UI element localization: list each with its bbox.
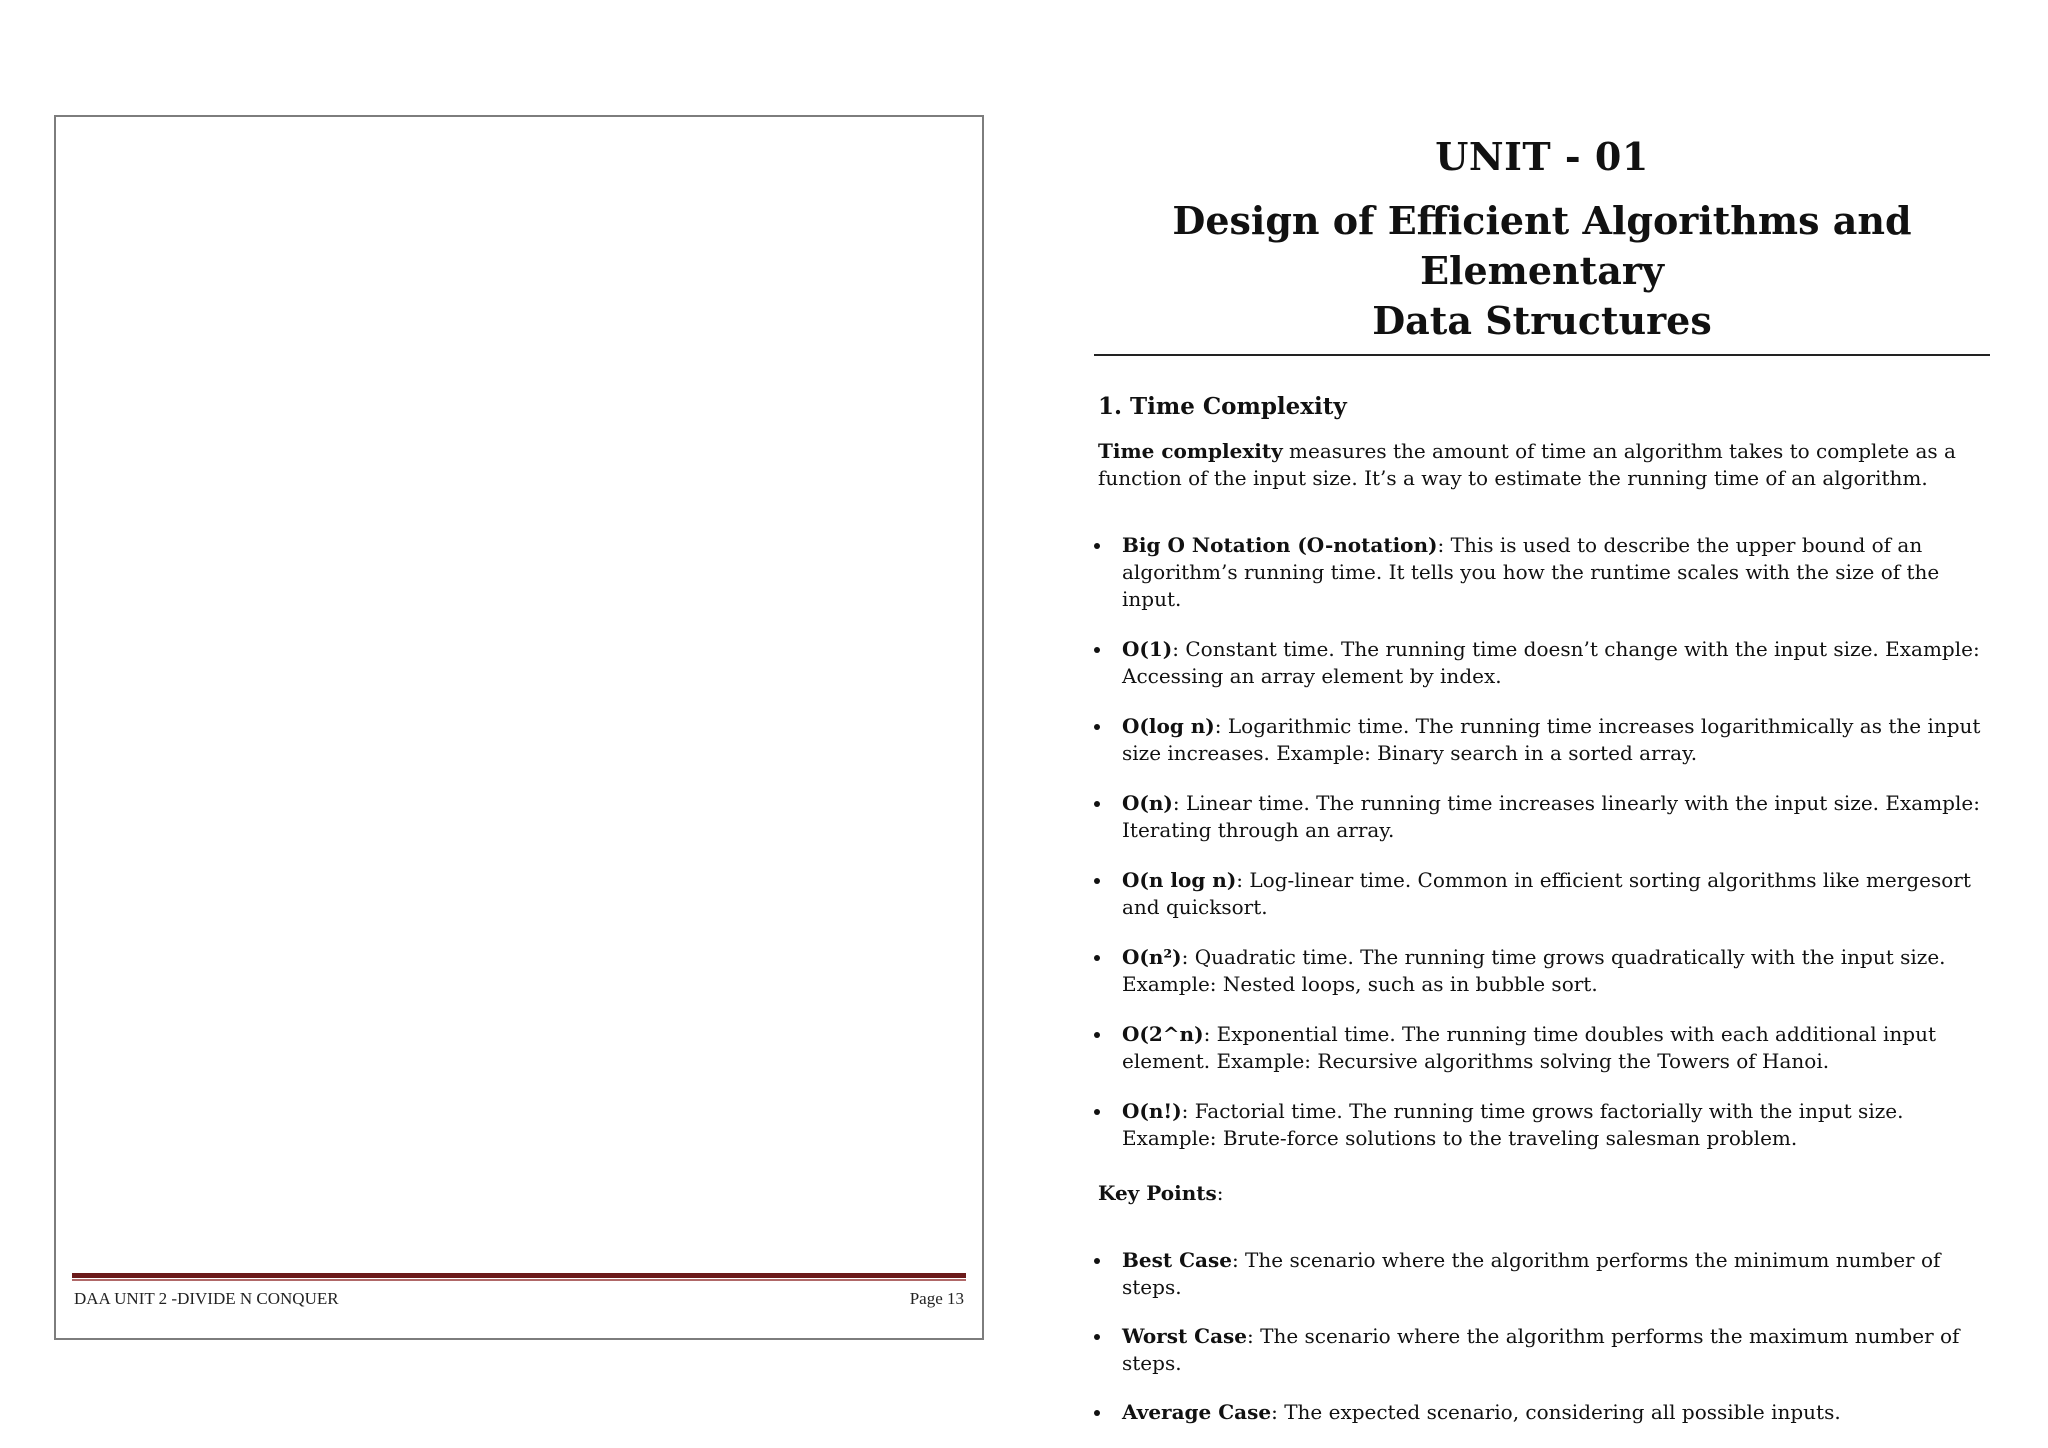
bullet-text: : Linear time. The running time increases linearly with the input size. Example: Iterating through an array.	[1122, 791, 1980, 842]
bullet-text: : Constant time. The running time doesn’t change with the input size. Example: Accessing an array element by index.	[1122, 637, 1980, 688]
bullet-term: O(n log n)	[1122, 868, 1237, 892]
unit-heading: UNIT - 01	[1435, 134, 1649, 179]
list-item	[1094, 944, 1990, 998]
bullet-dot-icon	[1094, 647, 1100, 653]
bullet-text: : The expected scenario, considering all possible inputs.	[1271, 1400, 1841, 1424]
bullet-term: Average Case	[1122, 1400, 1272, 1424]
bullet-text: : The scenario where the algorithm performs the minimum number of steps.	[1122, 1248, 1941, 1299]
bullet-dot-icon	[1094, 1032, 1100, 1038]
list-item	[1094, 1021, 1990, 1075]
bullet-dot-icon	[1094, 1109, 1100, 1115]
bullet-term: O(log n)	[1122, 714, 1215, 738]
right-page	[1094, 120, 1990, 1448]
bullet-dot-icon	[1094, 955, 1100, 961]
title-line-2: Data Structures	[1372, 298, 1712, 343]
key-points-colon: :	[1216, 1181, 1224, 1205]
page-number: Page 13	[909, 1289, 964, 1308]
list-item	[1094, 532, 1990, 613]
cases-list	[1094, 1247, 1990, 1426]
title-line-1: Design of Efficient Algorithms and Elementary	[1172, 198, 1912, 293]
intro-term: Time complexity	[1098, 439, 1283, 463]
key-points-term: Key Points	[1098, 1181, 1217, 1205]
footer-rule	[72, 1273, 966, 1282]
list-item	[1094, 713, 1990, 767]
bullet-term: O(2^n)	[1122, 1022, 1204, 1046]
bullet-text: : Log-linear time. Common in efficient sorting algorithms like mergesort and quicksort.	[1122, 868, 1971, 919]
bullet-term: Big O Notation (O-notation)	[1122, 533, 1438, 557]
bullet-text: : The scenario where the algorithm performs the maximum number of steps.	[1122, 1324, 1960, 1375]
bullet-dot-icon	[1094, 878, 1100, 884]
footer-title: DAA UNIT 2 -DIVIDE N CONQUER	[74, 1289, 339, 1308]
list-item	[1094, 867, 1990, 921]
list-item	[1094, 1323, 1990, 1377]
bullet-dot-icon	[1094, 1334, 1100, 1340]
bullet-text: : Exponential time. The running time doubles with each additional input element. Example: Recursive algorithms solving the Towers of Hanoi.	[1122, 1022, 1937, 1073]
bullet-dot-icon	[1094, 543, 1100, 549]
title-divider	[1094, 354, 1990, 356]
complexity-list	[1094, 532, 1990, 1152]
key-points-label	[1098, 1180, 1990, 1207]
document-title	[1094, 196, 1990, 346]
bullet-dot-icon	[1094, 724, 1100, 730]
bullet-term: O(n)	[1122, 791, 1173, 815]
bullet-term: Worst Case	[1122, 1324, 1248, 1348]
list-item	[1094, 636, 1990, 690]
list-item	[1094, 1247, 1990, 1301]
bullet-text: : Quadratic time. The running time grows quadratically with the input size. Example: Nested loops, such as in bubble sort.	[1122, 945, 1946, 996]
bullet-dot-icon	[1094, 1410, 1100, 1416]
bullet-text: : Logarithmic time. The running time increases logarithmically as the input size increases. Example: Binary search in a sorted array.	[1122, 714, 1981, 765]
bullet-dot-icon	[1094, 801, 1100, 807]
bullet-text: : This is used to describe the upper bound of an algorithm’s running time. It tells you how the runtime scales with the size of the input.	[1122, 533, 1940, 611]
bullet-term: O(n!)	[1122, 1099, 1182, 1123]
list-item	[1094, 1399, 1990, 1426]
bullet-term: O(1)	[1122, 637, 1173, 661]
bullet-term: Best Case	[1122, 1248, 1232, 1272]
intro-text: measures the amount of time an algorithm takes to complete as a function of the input size. It’s a way to estimate the running time of an algorithm.	[1098, 439, 1956, 490]
intro-paragraph	[1098, 438, 1958, 492]
list-item	[1094, 790, 1990, 844]
bullet-text: : Factorial time. The running time grows factorially with the input size. Example: Brute-force solutions to the traveling salesman problem.	[1122, 1099, 1904, 1150]
bullet-dot-icon	[1094, 1258, 1100, 1264]
bullet-term: O(n²)	[1122, 945, 1182, 969]
section-heading: 1. Time Complexity	[1098, 393, 1347, 420]
list-item	[1094, 1098, 1990, 1152]
left-page	[54, 115, 984, 1340]
